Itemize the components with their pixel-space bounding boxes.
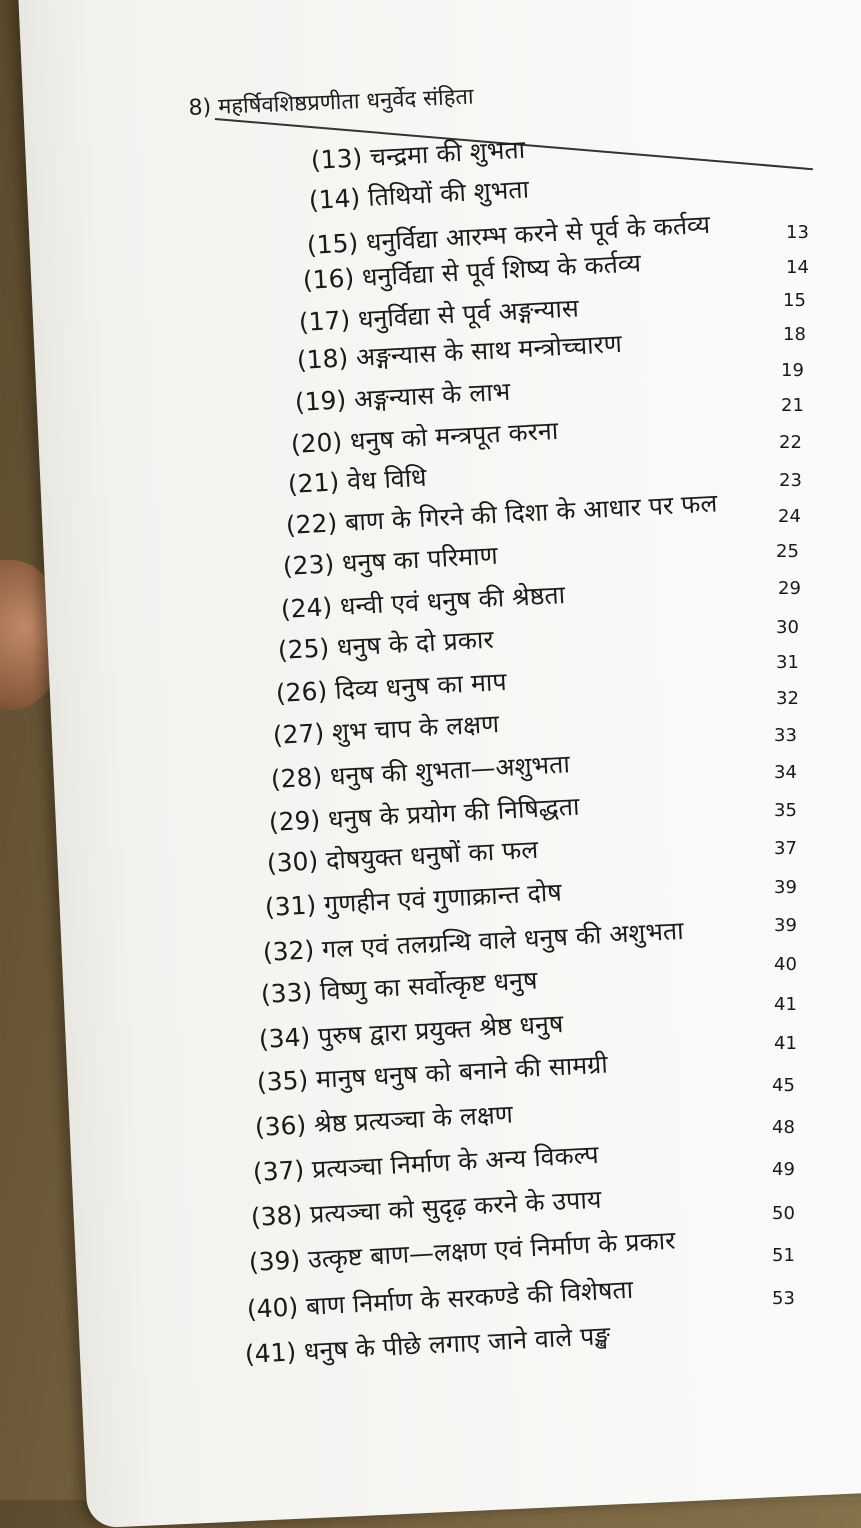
toc-entry: (25) धनुष के दो प्रकार <box>277 624 495 665</box>
toc-page-number: 40 <box>774 954 797 975</box>
toc-page-number: 37 <box>774 838 797 859</box>
toc-entry: (32) गल एवं तलग्रन्थि वाले धनुष की अशुभता <box>262 915 685 967</box>
toc-page-number: 51 <box>772 1245 795 1266</box>
toc-page-number: 53 <box>772 1288 795 1309</box>
page-header: 8) महर्षिवशिष्ठप्रणीता धनुर्वेद संहिता <box>188 84 475 121</box>
toc-entry: (15) धनुर्विद्या आरम्भ करने से पूर्व के कर्तव्य <box>306 209 711 260</box>
toc-page-number: 24 <box>778 506 801 527</box>
toc-entry: (21) वेध विधि <box>287 462 428 499</box>
toc-entry: (27) शुभ चाप के लक्षण <box>272 709 500 750</box>
toc-entry: (24) धन्वी एवं धनुष की श्रेष्ठता <box>280 580 566 624</box>
toc-entry: (34) पुरुष द्वारा प्रयुक्त श्रेष्ठ धनुष <box>258 1009 564 1054</box>
toc-entry: (41) धनुष के पीछे लगाए जाने वाले पङ्ख <box>244 1320 611 1369</box>
toc-entry: (33) विष्णु का सर्वोत्कृष्ट धनुष <box>260 965 539 1009</box>
toc-page-number: 50 <box>772 1203 795 1224</box>
toc-page-number: 41 <box>774 1033 797 1054</box>
toc-page-number: 45 <box>772 1075 795 1096</box>
toc-entry: (20) धनुष को मन्त्रपूत करना <box>290 415 559 459</box>
toc-page-number: 29 <box>778 578 801 599</box>
toc-page-number: 34 <box>774 762 797 783</box>
toc-entry: (23) धनुष का परिमाण <box>282 540 499 581</box>
toc-page-number: 33 <box>774 725 797 746</box>
toc-page-number: 23 <box>779 470 802 491</box>
toc-entry: (28) धनुष की शुभता—अशुभता <box>270 749 571 794</box>
toc-page-number: 31 <box>776 652 799 673</box>
toc-entry: (14) तिथियों की शुभता <box>308 174 530 215</box>
toc-entry: (40) बाण निर्माण के सरकण्डे की विशेषता <box>246 1274 634 1324</box>
toc-entry: (37) प्रत्यञ्चा निर्माण के अन्य विकल्प <box>252 1139 600 1187</box>
toc-page-number: 15 <box>783 290 806 311</box>
toc-entry: (31) गुणहीन एवं गुणाक्रान्त दोष <box>264 877 563 922</box>
toc-entry: (39) उत्कृष्ट बाण—लक्षण एवं निर्माण के प्रकार <box>248 1225 677 1277</box>
toc-entry: (18) अङ्गन्यास के साथ मन्त्रोच्चारण <box>296 328 623 375</box>
toc-entry: (22) बाण के गिरने की दिशा के आधार पर फल <box>285 488 718 540</box>
toc-entry: (29) धनुष के प्रयोग की निषिद्धता <box>268 791 581 837</box>
toc-page-number: 25 <box>776 541 799 562</box>
toc-page-number: 22 <box>779 432 802 453</box>
toc-page-number: 39 <box>774 877 797 898</box>
toc-entry: (35) मानुष धनुष को बनाने की सामग्री <box>256 1049 609 1097</box>
toc-entry: (36) श्रेष्ठ प्रत्यञ्चा के लक्षण <box>254 1099 514 1142</box>
toc-page-number: 13 <box>786 222 809 243</box>
toc-page-number: 49 <box>772 1159 795 1180</box>
toc-page-number: 32 <box>776 688 799 709</box>
toc-entry: (30) दोषयुक्त धनुषों का फल <box>266 834 539 878</box>
toc-page-number: 41 <box>774 994 797 1015</box>
toc-entry: (38) प्रत्यञ्चा को सुदृढ़ करने के उपाय <box>250 1184 603 1232</box>
toc-page-number: 21 <box>781 395 804 416</box>
toc-entry: (26) दिव्य धनुष का माप <box>275 666 508 708</box>
toc-page-number: 30 <box>776 617 799 638</box>
toc-entry: (19) अङ्गन्यास के लाभ <box>294 376 511 417</box>
toc-entry: (16) धनुर्विद्या से पूर्व शिष्य के कर्तव्य <box>302 248 642 295</box>
toc-entry: (13) चन्द्रमा की शुभता <box>310 134 526 175</box>
toc-page-number: 14 <box>786 257 809 278</box>
toc-page-number: 48 <box>772 1117 795 1138</box>
toc-page-number: 18 <box>783 324 806 345</box>
toc-page-number: 39 <box>774 915 797 936</box>
toc-page-number: 19 <box>781 360 804 381</box>
toc-entry: (17) धनुर्विद्या से पूर्व अङ्गन्यास <box>298 293 580 337</box>
toc-page-number: 35 <box>774 800 797 821</box>
